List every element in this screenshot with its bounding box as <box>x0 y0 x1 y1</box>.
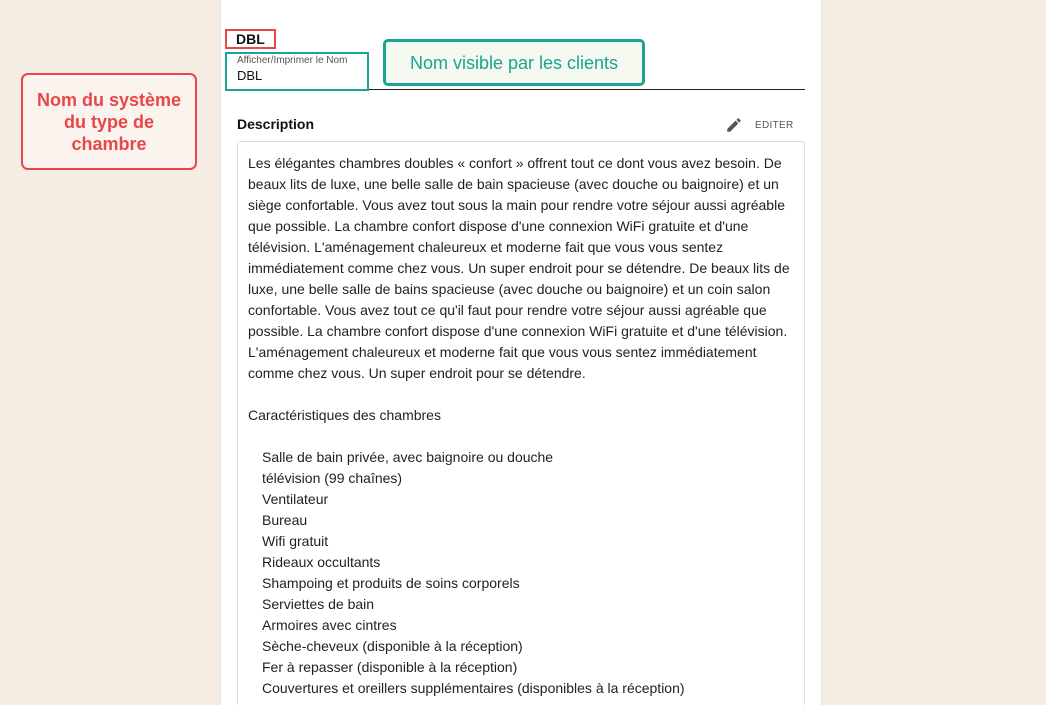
feature-item: Wifi gratuit <box>262 533 329 549</box>
display-name-label: Afficher/Imprimer le Nom <box>237 55 348 66</box>
description-heading: Description <box>237 116 315 132</box>
room-code: DBL <box>236 31 265 47</box>
description-body: Les élégantes chambres doubles « confort » offrent tout ce dont vous avez besoin. De beaux lits de luxe, une belle salle de bain spacieuse (avec douche ou baignoire) et un siège confortable. Vous avez tout sous la main pour rendre votre séjour aussi agréable que possible. La chambre confort dispose d'une connexion WiFi gratuite et d'une télévision. L'aménagement chaleureux et moderne fait que vous vous sentez immédiatement comme chez vous. Un super endroit pour se détendre. De beaux lits de luxe, une belle salle de bains spacieuse (avec douche ou baignoire) et un coin salon confortable. Vous avez tout ce qu'il faut pour rendre votre séjour aussi agréable que possible. La chambre confort dispose d'une connexion WiFi gratuite et d'une télévision. L'aménagement chaleureux et moderne fait que vous vous sentez immédiatement comme chez vous. Un super endroit pour se détendre. <box>248 155 790 381</box>
display-name-input[interactable] <box>237 68 357 84</box>
feature-item: Ventilateur <box>262 491 329 507</box>
edit-label: EDITER <box>755 119 794 131</box>
features-heading: Caractéristiques des chambres <box>248 407 441 423</box>
feature-item: Fer à repasser (disponible à la réception) <box>262 659 518 675</box>
feature-item: Sèche-cheveux (disponible à la réception) <box>262 638 523 654</box>
description-text-area[interactable] <box>237 141 805 705</box>
feature-item: Shampoing et produits de soins corporels <box>262 575 520 591</box>
feature-item: Armoires avec cintres <box>262 617 397 633</box>
feature-item: télévision (99 chaînes) <box>262 470 403 486</box>
edit-description-button[interactable] <box>725 114 793 136</box>
display-name-underline <box>369 89 805 90</box>
system-name-text: Nom du système du type de chambre <box>36 89 182 154</box>
feature-item: Serviettes de bain <box>262 596 375 612</box>
client-visible-name-callout <box>383 39 645 86</box>
feature-item: Bureau <box>262 512 308 528</box>
feature-item: Salle de bain privée, avec baignoire ou douche <box>262 449 554 465</box>
feature-item: Rideaux occultants <box>262 554 381 570</box>
system-name-callout <box>21 73 197 170</box>
client-visible-name-text: Nom visible par les clients <box>409 52 619 73</box>
feature-item: Couvertures et oreillers supplémentaires (disponibles à la réception) <box>262 680 685 696</box>
pencil-icon <box>725 116 743 134</box>
features-list <box>248 447 794 699</box>
